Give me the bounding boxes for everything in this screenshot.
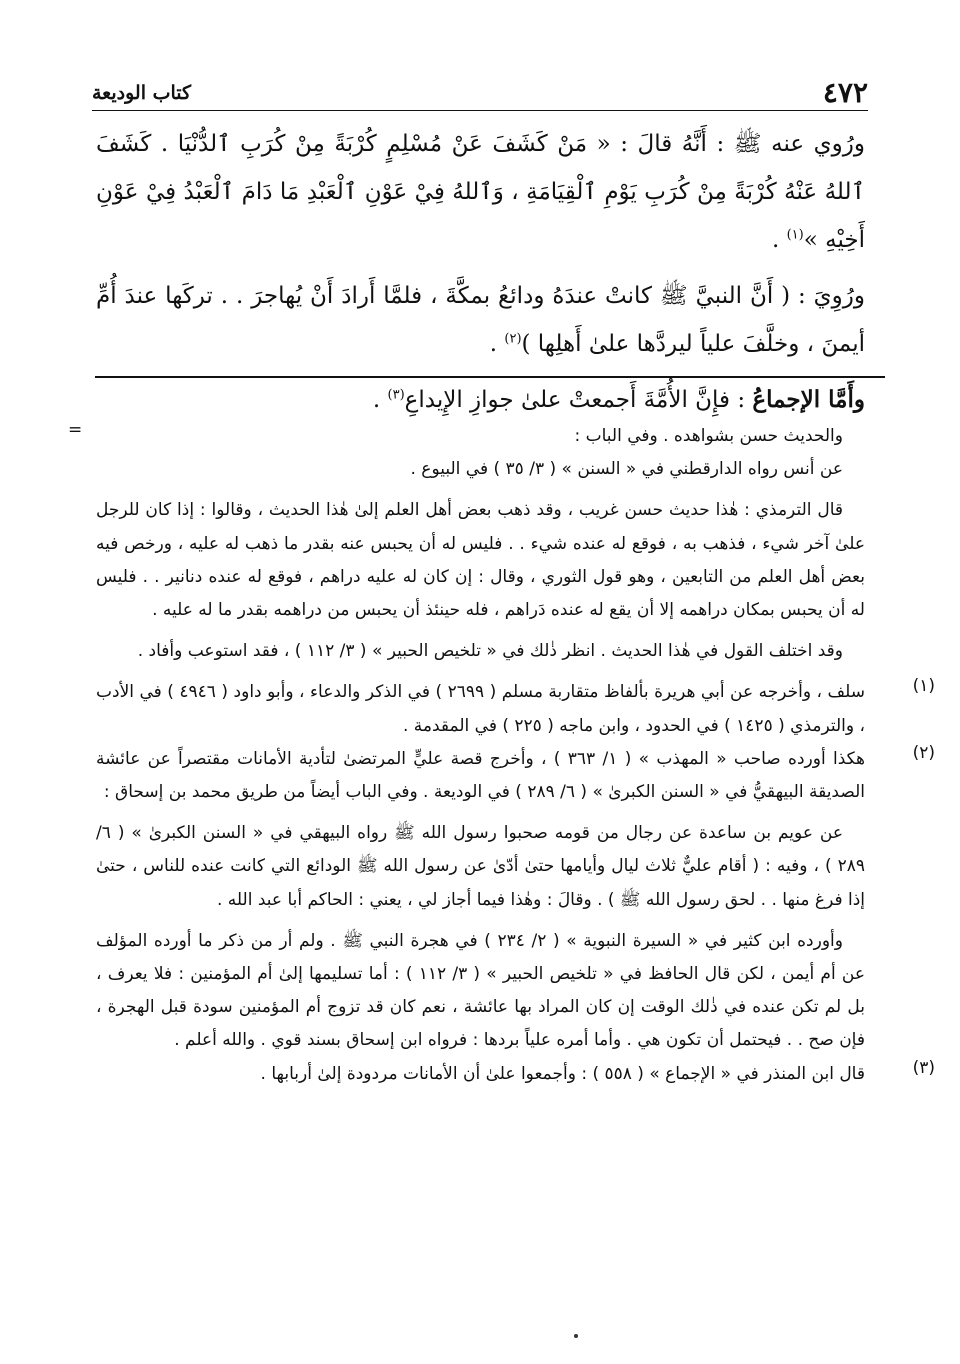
footnote-continuation: = والحديث حسن بشواهده . وفي الباب : عن أنس رواه الدارقطني في « السنن » ( ٣/ ٣٥ ) في البيوع . قال الترمذي : هٰذا حديث حسن غريب ، وقد ذهب بعض أهل العلم إلىٰ هٰذا الحديث ، وقالوا : إذا كان للرجل علىٰ آخر شيء ، فذهب به ، فوقع له عنده شيء . . فليس له أن يحبس عنه بقدر ما ذهب له عليه ، ورخص فيه بعض أهل العلم من التابعين ، وهو قول الثوري ، وقال : إن كان له عليه دراهم ، فوقع له عنده دنانير . . فليس له أن يحبس بمكان دراهمه إلا أن يقع له عنده دَراهم ، فله حينئذ أن يحبس من دراهمه بقدر ما له عليه . وقد اختلف القول في هٰذا الحديث . انظر ذٰلك في « تلخيص الحبير » ( ٣/ ١١٢ ) ، فقد استوعب وأفاد . [68,420,865,662]
footnote-marker: (١) [912,676,935,697]
main-paragraph: ورُوِيَ : ( أَنَّ النبيَّ ﷺ كانتْ عندَهُ ودائعُ بمكَّةَ ، فلمَّا أَرادَ أَنْ يُهاجرَ . . تركَها عندَ أُمِّ أيمنَ ، وخلَّفَ علياً ليردَّها علىٰ أَهلِها )$^{(٢)}$ . [96,283,865,357]
section-heading: وأَمَّا الإجماعُ [752,386,865,413]
print-mark [574,1334,578,1338]
main-paragraph: وأَمَّا الإجماعُ : فإِنَّ الأُمَّةَ أَجمعتْ علىٰ جوازِ الإِيداعِ$^{(٣)}$ . [372,386,865,413]
footnote-marker: (٢) [912,742,935,763]
footnote-marker: (٣) [912,1057,935,1078]
footnotes [68,420,935,1091]
footnote-ref: (١) [786,227,804,243]
footnote-3: (٣) قال ابن المنذر في « الإجماع » ( ٥٥٨ ) : وأجمعوا علىٰ أن الأمانات مردودة إلىٰ أربابها . [260,1057,935,1084]
continuation-mark: = [68,420,83,440]
main-text [96,120,865,424]
book-title: كتاب الوديعة [92,82,192,104]
page-header [92,74,868,111]
footnote-ref: (٣) [387,387,405,403]
main-paragraph: ورُوي عنه ﷺ : أَنَّهُ قالَ : « مَنْ كَشَفَ عَنْ مُسْلِمٍ كُرْبَةً مِنْ كُرَبِ ٱلدُّنْيَا . كَشَفَ ٱللهُ عَنْهُ كُرْبَةً مِنْ كُرَبِ يَوْمِ ٱلْقِيَامَةِ ، وَٱللهُ فِيْ عَوْنِ ٱلْعَبْدِ مَا دَامَ ٱلْعَبْدُ فِيْ عَوْنِ أَخِيْهِ »$^{(١)}$ . [96,131,865,253]
footnote-ref: (٢) [504,331,522,347]
page-number: ٤٧٢ [822,76,868,109]
footnote-2: (٢) هكذا أورده صاحب « المهذب » ( ١/ ٣٦٣ ) ، وأخرج قصة عليٍّ المرتضىٰ لتأدية الأمانات مقتصراً عن عائشة الصديقة البيهقيُّ في « السنن الكبرىٰ » ( ٦/ ٢٨٩ ) في الوديعة . وفي الباب أيضاً من طريق محمد بن إسحاق : عن عويم بن ساعدة عن رجال من قومه صحبوا رسول الله ﷺ رواه البيهقي في « السنن الكبرىٰ » ( ٦/ ٢٨٩ ) ، وفيه : ( أقام عليٌّ ثلاث ليال وأيامها حتىٰ أدّىٰ عن رسول الله ﷺ الودائع التي كانت عنده للناس ، حتىٰ إذا فرغ منها . . لحق رسول الله ﷺ ) . وقالَ : وهٰذا فيما أجاز لي ، يعني : الحاكم أبا عبد الله . وأورده ابن كثير في « السيرة النبوية » ( ٢/ ٢٣٤ ) في هجرة النبي ﷺ . ولم أر من ذكر ما أورده المؤلف عن أم أيمن ، لكن قال الحافظ في « تلخيص الحبير » ( ٣/ ١١٢ ) : أما تسليمها إلىٰ أم المؤمنين : فلا يعرف ، بل لم تكن عنده في ذٰلك الوقت إن كان المراد بها عائشة ، نعم كان قد تزوج أم المؤمنين سودة قبل الهجرة ، فإن صح . . فيحتمل أن تكون هي . وأما أمره علياً بردها : فرواه ابن إسحاق بسند قوي . والله أعلم . [96,742,935,1051]
footnote-separator [95,376,885,378]
footnote-1: (١) سلف ، وأخرجه عن أبي هريرة بألفاظ متقاربة مسلم ( ٢٦٩٩ ) في الذكر والدعاء ، وأبو داود ( ٤٩٤٦ ) في الأدب ، والترمذي ( ١٤٢٥ ) في الحدود ، وابن ماجه ( ٢٢٥ ) في المقدمة . [96,676,935,736]
